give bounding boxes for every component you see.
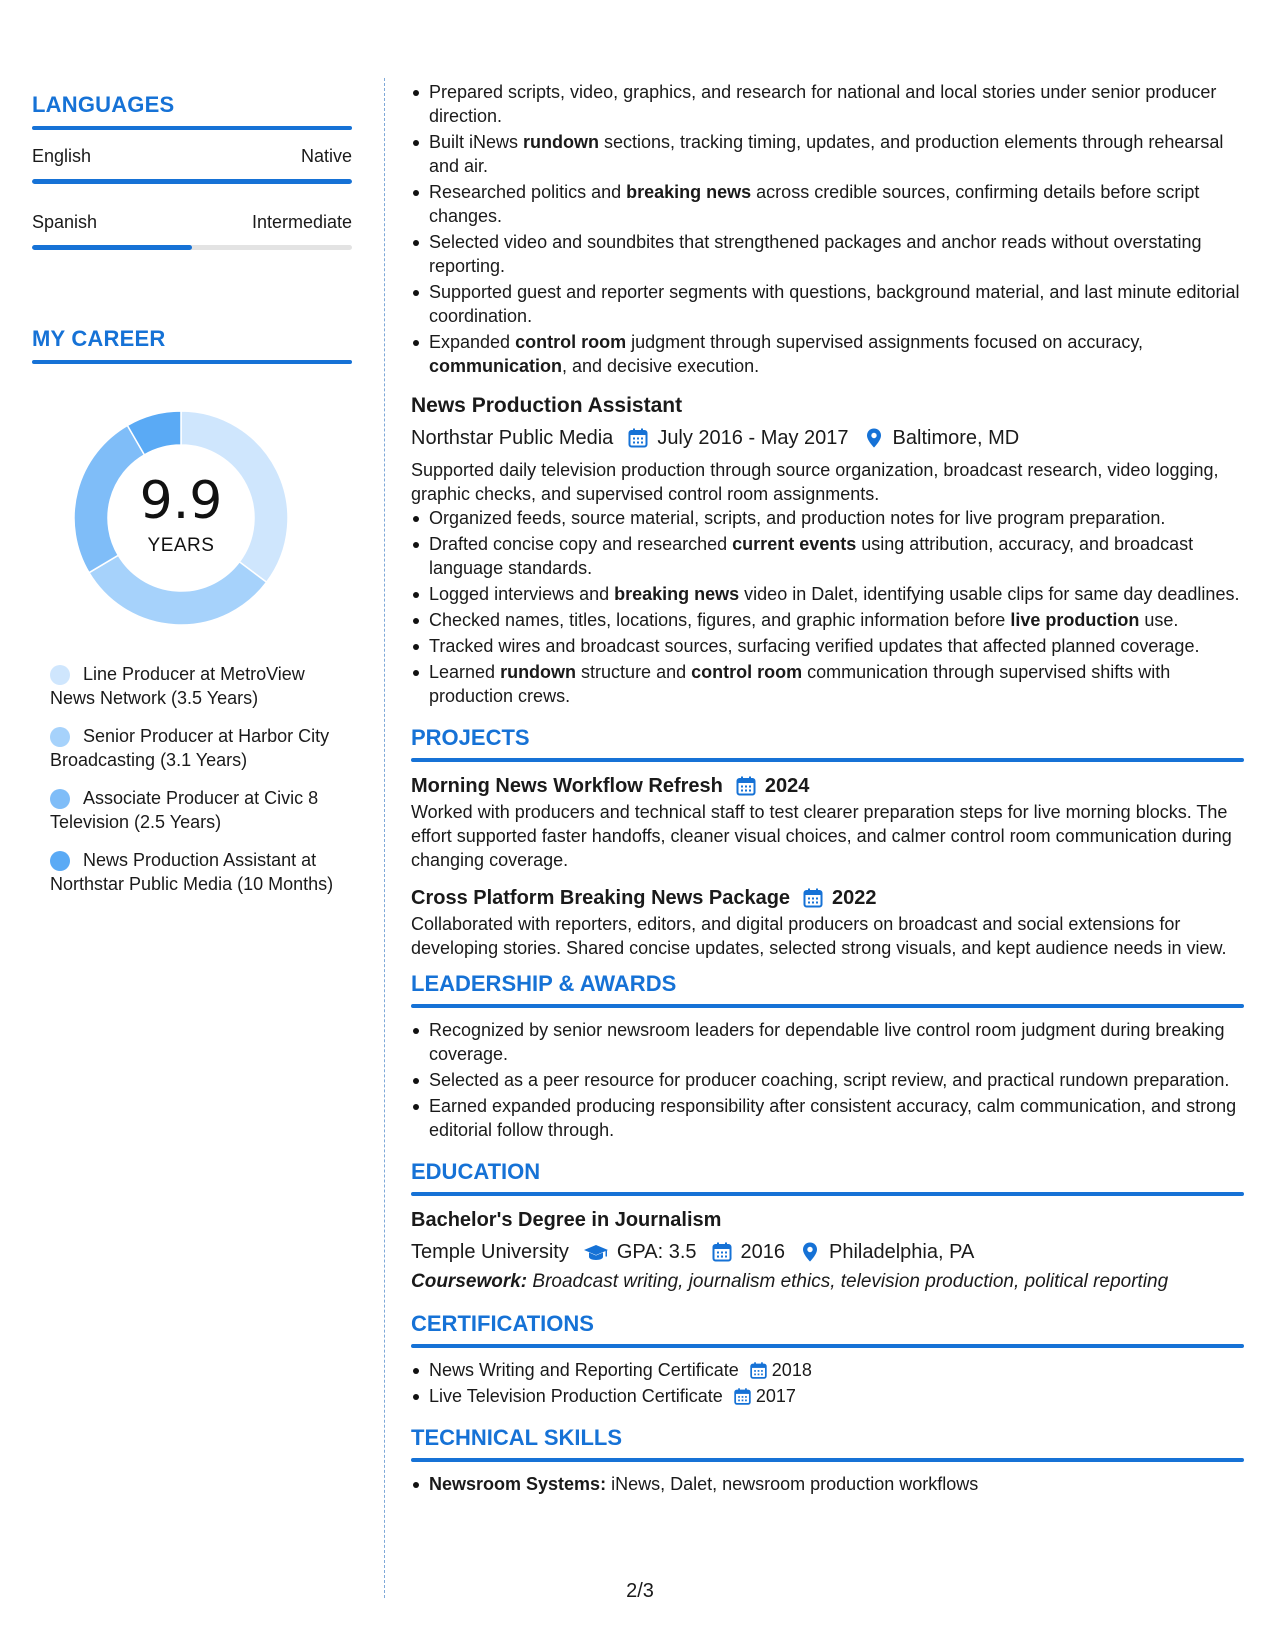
calendar-icon [711,1241,733,1263]
education-location: Philadelphia, PA [829,1241,975,1263]
bullet-item: Learned rundown structure and control room communication through supervised shifts with production crews. [411,660,1244,708]
skills-list [411,1472,1244,1496]
projects-rule [411,758,1244,762]
education-year: 2016 [740,1241,785,1263]
location-pin-icon [799,1241,821,1263]
language-name: Spanish [32,212,98,232]
project-name: Cross Platform Breaking News Package [411,887,791,909]
languages-rule [32,126,352,130]
project-year: 2024 [764,775,810,797]
calendar-icon [627,427,649,449]
awards-rule [411,1004,1244,1008]
legend-dot [50,665,70,685]
job-summary: Supported daily television production through source organization, broadcast research, video logging, graphic checks, and supervised control room assignments. [411,460,1219,504]
languages-section [32,92,352,250]
right-column [411,80,1244,1498]
education-meta [411,1238,1244,1266]
location-pin-icon [863,427,885,449]
left-column [32,92,352,910]
awards-list [411,1018,1244,1142]
bullet-item: Selected as a peer resource for producer coaching, script review, and practical rundown preparation. [411,1068,1244,1092]
language-proficiency-bar [32,245,352,250]
education-heading: EDUCATION [411,1159,541,1184]
calendar-icon [735,775,757,797]
bullet-item: Checked names, titles, locations, figures, and graphic information before live production use. [411,608,1244,632]
skill-value: iNews, Dalet, newsroom production workflows [611,1474,979,1494]
job-dates: July 2016 - May 2017 [657,427,849,449]
job-title: News Production Assistant [411,394,683,417]
bullet-item: Recognized by senior newsroom leaders for dependable live control room judgment during breaking coverage. [411,1018,1244,1066]
languages-heading: LANGUAGES [32,92,175,117]
language-name: English [32,146,92,166]
job-entry [411,392,1244,708]
career-total-years: 9.9 [139,471,223,531]
page-number: 2/3 [626,1580,654,1602]
legend-dot [50,789,70,809]
education-coursework [411,1270,1244,1294]
legend-item [50,786,340,834]
skills-section [411,1426,1244,1496]
skill-label: Newsroom Systems: [429,1474,607,1494]
job-company: Northstar Public Media [411,427,614,449]
bullet-item: Organized feeds, source material, scripts, and production notes for live program preparation. [411,506,1244,530]
bullet-item: Prepared scripts, video, graphics, and research for national and local stories under senior producer direction. [411,80,1244,128]
certification-item [411,1358,1244,1382]
certifications-section [411,1312,1244,1408]
calendar-icon [749,1361,768,1380]
language-item [32,212,352,250]
legend-label: Senior Producer at Harbor City Broadcasting (3.1 Years) [50,726,330,770]
job-meta [411,424,1244,452]
language-proficiency-fill [32,245,192,250]
certification-year: 2018 [771,1360,812,1380]
project-year: 2022 [832,887,877,909]
legend-dot [50,727,70,747]
calendar-icon [802,887,824,909]
job-location: Baltimore, MD [892,427,1020,449]
legend-label: Associate Producer at Civic 8 Television (2.5 Years) [50,788,319,832]
bullet-item: Researched politics and breaking news across credible sources, confirming details before script changes. [411,180,1244,228]
legend-label: Line Producer at MetroView News Network (3.5 Years) [50,664,305,708]
education-degree: Bachelor's Degree in Journalism [411,1209,722,1231]
legend-item [50,724,340,772]
language-proficiency-fill [32,179,352,184]
career-rule [32,360,352,364]
bullet-item: Selected video and soundbites that strengthened packages and anchor reads without overstating reporting. [411,230,1244,278]
language-level: Native [300,146,352,166]
certifications-heading: CERTIFICATIONS [411,1311,594,1336]
coursework-text: Broadcast writing, journalism ethics, television production, political reporting [532,1271,1169,1292]
skills-rule [411,1458,1244,1462]
awards-section [411,972,1244,1142]
project-description: Worked with producers and technical staff to test clearer preparation steps for live morning blocks. The effort supported faster handoffs, cleaner visual choices, and calmer control room communication during changing coverage. [411,802,1232,870]
certification-name: News Writing and Reporting Certificate [429,1360,739,1380]
bullet-item: Earned expanded producing responsibility after consistent accuracy, calm communication, and strong editorial follow through. [411,1094,1244,1142]
education-rule [411,1192,1244,1196]
legend-item [50,662,340,710]
project-item [411,884,1244,960]
career-section [32,326,352,896]
education-school: Temple University [411,1241,569,1263]
certification-item [411,1384,1244,1408]
job-bullets [411,506,1244,708]
projects-heading: PROJECTS [411,725,530,750]
language-proficiency-bar [32,179,352,184]
bullet-item: Drafted concise copy and researched current events using attribution, accuracy, and broadcast language standards. [411,532,1244,580]
certification-name: Live Television Production Certificate [429,1386,723,1406]
certifications-list [411,1358,1244,1408]
projects-section [411,726,1244,960]
legend-dot [50,851,70,871]
education-gpa: GPA: 3.5 [616,1241,697,1263]
certifications-rule [411,1344,1244,1348]
bullet-item: Supported guest and reporter segments with questions, background material, and last minute editorial coordination. [411,280,1244,328]
awards-heading: LEADERSHIP & AWARDS [411,971,677,996]
language-level: Intermediate [251,212,352,232]
language-item [32,146,352,184]
bullet-item: Expanded control room judgment through supervised assignments focused on accuracy, communication, and decisive execution. [411,330,1244,378]
previous-job-bullets [411,80,1244,378]
legend-label: News Production Assistant at Northstar Public Media (10 Months) [50,850,334,894]
certification-year: 2017 [755,1386,796,1406]
bullet-item: Logged interviews and breaking news video in Dalet, identifying usable clips for same day deadlines. [411,582,1244,606]
bullet-item: Tracked wires and broadcast sources, surfacing verified updates that affected planned coverage. [411,634,1244,658]
coursework-label: Coursework: [411,1271,528,1292]
project-item [411,772,1244,872]
skill-item [411,1472,1244,1496]
career-heading: MY CAREER [32,326,166,351]
career-donut-chart [65,402,297,634]
bullet-item: Built iNews rundown sections, tracking timing, updates, and production elements through rehearsal and air. [411,130,1244,178]
graduation-cap-icon [583,1241,609,1263]
project-name: Morning News Workflow Refresh [411,775,723,797]
calendar-icon [733,1387,752,1406]
project-description: Collaborated with reporters, editors, and digital producers on broadcast and social extensions for developing stories. Shared concise updates, selected strong visuals, and kept audience needs in view. [411,914,1227,958]
column-divider [384,78,385,1598]
legend-item [50,848,340,896]
skills-heading: TECHNICAL SKILLS [411,1425,623,1450]
career-legend [50,662,340,896]
career-years-label: YEARS [147,535,215,556]
education-section [411,1160,1244,1294]
